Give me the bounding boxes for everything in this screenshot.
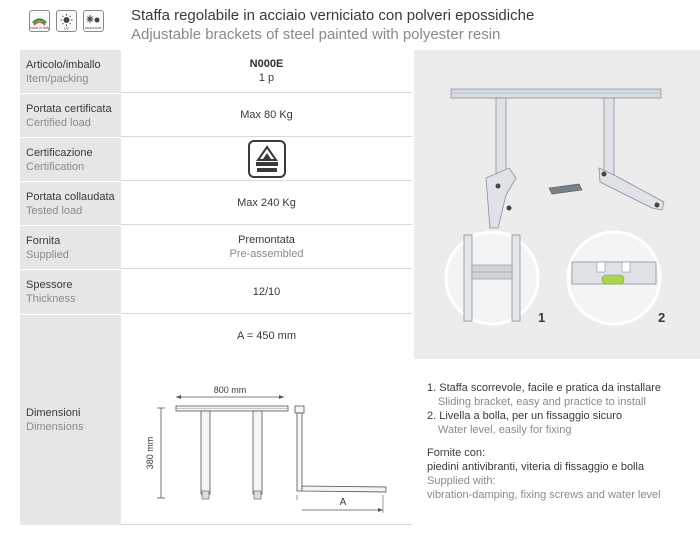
spec-label (20, 50, 121, 93)
label-english: Thickness (26, 293, 76, 305)
spec-row-dimensions (20, 315, 412, 526)
callout-2-label: 2 (658, 310, 666, 325)
thickness-value: 12/10 (252, 285, 281, 298)
note-2-italian: Livella a bolla, per un fissaggio sicuro (439, 410, 623, 422)
dimension-a-value: A = 450 mm (236, 330, 296, 342)
supplied-value-en: Pre-assembled (229, 248, 304, 260)
depth-dimension-label: A (339, 497, 347, 508)
uv-label: UV (64, 26, 69, 30)
product-photo-panel (414, 50, 700, 359)
note-item-2 (427, 409, 697, 423)
label-english: Item/packing (26, 73, 89, 85)
certified-load-value: Max 80 Kg (240, 109, 293, 121)
label-english: Tested load (26, 205, 83, 217)
note-item-1 (427, 381, 697, 395)
spec-table (20, 50, 412, 526)
item-code: N000E (249, 58, 284, 70)
title-italian: Staffa regolabile in acciaio verniciato con polveri epossidiche (131, 7, 535, 24)
label-english: Supplied (26, 249, 69, 261)
spec-label (20, 138, 121, 181)
spec-value (121, 270, 412, 314)
width-dimension-label: 800 mm (213, 385, 247, 395)
uv-protection-icon (56, 10, 77, 32)
label-italian: Portata certificata (26, 103, 112, 115)
feature-notes (427, 381, 697, 502)
spec-value (121, 94, 412, 137)
label-italian: Spessore (26, 279, 73, 291)
tuv-certified-icon (248, 140, 286, 178)
spec-row-item (20, 50, 412, 94)
supplied-list-italian: piedini antivibranti, viteria di fissaggio e bolla (427, 461, 645, 473)
label-english: Certification (26, 161, 85, 173)
made-in-italy-icon (29, 10, 50, 32)
bracket-technical-drawing (121, 350, 411, 510)
note-1-english: Sliding bracket, easy and practice to install (438, 396, 646, 408)
supplied-list-english: vibration-damping, fixing screws and water level (427, 489, 661, 501)
label-english: Certified load (26, 117, 91, 129)
made-in-italy-label: made in Italy (29, 25, 50, 30)
packing-qty: 1 p (258, 72, 275, 84)
label-english: Dimensions (26, 421, 84, 433)
water-level-icon (602, 275, 624, 284)
spec-row-certified-load (20, 94, 412, 138)
spec-row-thickness (20, 270, 412, 315)
supplied-title-english: Supplied with: (427, 475, 496, 487)
frost-resistant-icon (83, 10, 104, 32)
spec-row-certification (20, 138, 412, 182)
supplied-title-italian: Fornite con: (427, 447, 486, 459)
tested-load-value: Max 240 Kg (237, 197, 296, 209)
resistant-label: RESISTANT (85, 25, 102, 30)
note-1-italian: Staffa scorrevole, facile e pratica da installare (439, 382, 661, 394)
spec-label (20, 226, 121, 269)
badge-row (29, 10, 104, 32)
spec-label (20, 182, 121, 225)
title-english: Adjustable brackets of steel painted with polyester resin (131, 26, 501, 43)
label-italian: Articolo/imballo (26, 59, 101, 71)
label-italian: Portata collaudata (26, 191, 115, 203)
bracket-photo (414, 50, 700, 359)
callout-1-label: 1 (538, 310, 546, 325)
spec-value (121, 138, 412, 181)
note-2-number: 2. (427, 410, 437, 422)
height-dimension-label: 380 mm (145, 436, 155, 470)
page-header (131, 7, 534, 44)
note-2-english: Water level, easily for fixing (438, 424, 572, 436)
spec-label (20, 94, 121, 137)
spec-label (20, 270, 121, 314)
label-italian: Fornita (26, 235, 61, 247)
spec-value (121, 182, 412, 225)
label-italian: Certificazione (26, 147, 93, 159)
spec-label (20, 315, 121, 525)
spec-row-tested-load (20, 182, 412, 226)
spec-value (121, 315, 412, 525)
spec-row-supplied (20, 226, 412, 270)
supplied-value-it: Premontata (238, 234, 295, 246)
note-1-number: 1. (427, 382, 437, 394)
spec-value (121, 50, 412, 93)
label-italian: Dimensioni (26, 407, 81, 419)
spec-value (121, 226, 412, 269)
